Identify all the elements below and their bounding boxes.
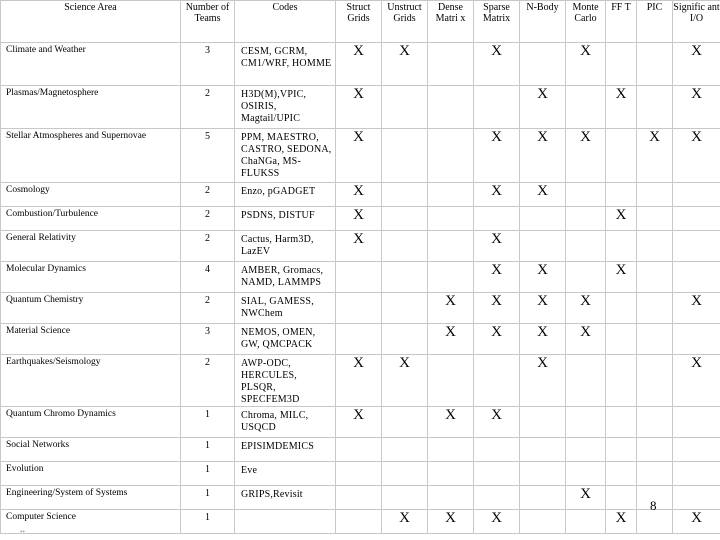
mark-cell xyxy=(637,183,673,207)
science-area-cell: Quantum Chromo Dynamics xyxy=(1,407,181,438)
mark-cell xyxy=(673,231,720,262)
mark-cell xyxy=(336,293,382,324)
mark-cell xyxy=(428,183,474,207)
science-area-cell: Evolution xyxy=(1,462,181,486)
mark-cell xyxy=(637,293,673,324)
table-row xyxy=(1,262,720,293)
mark-cell xyxy=(520,510,566,534)
mark-cell: X xyxy=(474,43,520,86)
mark-cell: X xyxy=(336,43,382,86)
science-area-cell: Cosmology xyxy=(1,183,181,207)
codes-cell: AWP-ODC, HERCULES, PLSQR, SPECFEM3D xyxy=(235,355,336,407)
mark-cell: X xyxy=(637,129,673,183)
science-area-cell: Combustion/Turbulence xyxy=(1,207,181,231)
mark-cell xyxy=(382,183,428,207)
mark-cell xyxy=(637,86,673,129)
mark-cell xyxy=(520,438,566,462)
mark-cell xyxy=(382,231,428,262)
mark-cell xyxy=(673,462,720,486)
science-area-cell: Climate and Weather xyxy=(1,43,181,86)
mark-cell xyxy=(336,438,382,462)
table-row xyxy=(1,407,720,438)
mark-cell: X xyxy=(566,43,606,86)
science-area-cell: Plasmas/Magnetosphere xyxy=(1,86,181,129)
mark-cell: X xyxy=(336,231,382,262)
table-row xyxy=(1,231,720,262)
mark-cell xyxy=(606,438,637,462)
table-row xyxy=(1,438,720,462)
mark-cell: X xyxy=(520,262,566,293)
mark-cell xyxy=(336,262,382,293)
mark-cell xyxy=(428,438,474,462)
mark-cell xyxy=(382,262,428,293)
mark-cell xyxy=(566,438,606,462)
team-count-cell: 5 xyxy=(181,129,235,183)
mark-cell: X xyxy=(673,86,720,129)
mark-cell xyxy=(382,129,428,183)
mark-cell xyxy=(382,293,428,324)
codes-cell: SIAL, GAMESS, NWChem xyxy=(235,293,336,324)
mark-cell xyxy=(673,183,720,207)
mark-cell: X xyxy=(520,86,566,129)
mark-cell xyxy=(606,183,637,207)
mark-cell xyxy=(382,486,428,510)
mark-cell xyxy=(637,438,673,462)
team-count-cell: 2 xyxy=(181,207,235,231)
mark-cell: X xyxy=(673,129,720,183)
mark-cell xyxy=(606,462,637,486)
mark-cell: X xyxy=(336,407,382,438)
column-header: FF T xyxy=(606,1,637,43)
codes-cell: EPISIMDEMICS xyxy=(235,438,336,462)
column-header: Number of Teams xyxy=(181,1,235,43)
mark-cell xyxy=(606,293,637,324)
column-header: Monte Carlo xyxy=(566,1,606,43)
mark-cell: X xyxy=(566,129,606,183)
mark-cell xyxy=(382,86,428,129)
mark-cell xyxy=(673,262,720,293)
mark-cell xyxy=(428,207,474,231)
team-count-cell: 2 xyxy=(181,355,235,407)
team-count-cell: 3 xyxy=(181,43,235,86)
mark-cell xyxy=(428,486,474,510)
mark-cell xyxy=(520,43,566,86)
header-row xyxy=(1,1,720,43)
mark-cell xyxy=(428,462,474,486)
mark-cell xyxy=(382,438,428,462)
codes-cell: PSDNS, DISTUF xyxy=(235,207,336,231)
mark-cell xyxy=(382,462,428,486)
mark-cell xyxy=(336,324,382,355)
mark-cell: X xyxy=(474,262,520,293)
mark-cell xyxy=(520,486,566,510)
page-number: 8 xyxy=(650,498,657,513)
mark-cell xyxy=(474,486,520,510)
table-row xyxy=(1,324,720,355)
mark-cell xyxy=(566,86,606,129)
science-area-cell: Quantum Chemistry xyxy=(1,293,181,324)
mark-cell: X xyxy=(474,324,520,355)
mark-cell xyxy=(520,207,566,231)
mark-cell xyxy=(566,407,606,438)
mark-cell xyxy=(336,462,382,486)
mark-cell xyxy=(566,462,606,486)
team-count-cell: 2 xyxy=(181,231,235,262)
mark-cell: X xyxy=(520,129,566,183)
mark-cell xyxy=(606,324,637,355)
mark-cell xyxy=(637,262,673,293)
science-area-cell: Earthquakes/Seismology xyxy=(1,355,181,407)
mark-cell xyxy=(520,462,566,486)
codes-cell: NEMOS, OMEN, GW, QMCPACK xyxy=(235,324,336,355)
mark-cell xyxy=(566,262,606,293)
mark-cell xyxy=(673,207,720,231)
team-count-cell: 2 xyxy=(181,183,235,207)
mark-cell: X xyxy=(336,129,382,183)
footer-mark: •• xyxy=(20,528,25,536)
science-area-cell: Social Networks xyxy=(1,438,181,462)
mark-cell: X xyxy=(606,207,637,231)
mark-cell: X xyxy=(336,86,382,129)
mark-cell xyxy=(428,355,474,407)
mark-cell xyxy=(637,43,673,86)
mark-cell xyxy=(566,207,606,231)
column-header: Science Area xyxy=(1,1,181,43)
mark-cell xyxy=(673,324,720,355)
table-row xyxy=(1,43,720,86)
column-header: N-Body xyxy=(520,1,566,43)
team-count-cell: 2 xyxy=(181,86,235,129)
mark-cell xyxy=(428,43,474,86)
team-count-cell: 1 xyxy=(181,510,235,534)
mark-cell xyxy=(673,407,720,438)
mark-cell xyxy=(566,231,606,262)
table-body xyxy=(1,43,720,534)
mark-cell xyxy=(474,462,520,486)
mark-cell xyxy=(382,207,428,231)
team-count-cell: 2 xyxy=(181,293,235,324)
codes-cell: GRIPS,Revisit xyxy=(235,486,336,510)
team-count-cell: 1 xyxy=(181,486,235,510)
science-area-cell: Material Science xyxy=(1,324,181,355)
mark-cell: X xyxy=(474,407,520,438)
mark-cell xyxy=(520,231,566,262)
mark-cell xyxy=(606,355,637,407)
mark-cell xyxy=(428,129,474,183)
table-row xyxy=(1,510,720,534)
column-header: Struct Grids xyxy=(336,1,382,43)
team-count-cell: 1 xyxy=(181,438,235,462)
mark-cell xyxy=(474,438,520,462)
team-count-cell: 1 xyxy=(181,462,235,486)
column-header: Codes xyxy=(235,1,336,43)
mark-cell: X xyxy=(382,43,428,86)
codes-cell xyxy=(235,510,336,534)
codes-cell: Enzo, pGADGET xyxy=(235,183,336,207)
column-header: PIC xyxy=(637,1,673,43)
mark-cell: X xyxy=(606,86,637,129)
mark-cell: X xyxy=(520,183,566,207)
mark-cell xyxy=(606,129,637,183)
mark-cell xyxy=(336,510,382,534)
mark-cell: X xyxy=(520,355,566,407)
codes-cell: CESM, GCRM, CM1/WRF, HOMME xyxy=(235,43,336,86)
codes-cell: PPM, MAESTRO, CASTRO, SEDONA, ChaNGa, MS-FLUKSS xyxy=(235,129,336,183)
table-row xyxy=(1,86,720,129)
table-row xyxy=(1,183,720,207)
mark-cell: X xyxy=(520,324,566,355)
mark-cell xyxy=(606,486,637,510)
mark-cell: X xyxy=(336,183,382,207)
codes-cell: AMBER, Gromacs, NAMD, LAMMPS xyxy=(235,262,336,293)
mark-cell: X xyxy=(566,324,606,355)
table-row xyxy=(1,293,720,324)
mark-cell: X xyxy=(474,231,520,262)
mark-cell xyxy=(637,462,673,486)
mark-cell: X xyxy=(520,293,566,324)
mark-cell xyxy=(428,231,474,262)
mark-cell: X xyxy=(382,510,428,534)
team-count-cell: 3 xyxy=(181,324,235,355)
mark-cell: X xyxy=(566,486,606,510)
codes-cell: Eve xyxy=(235,462,336,486)
codes-cell: Chroma, MILC, USQCD xyxy=(235,407,336,438)
mark-cell xyxy=(637,355,673,407)
mark-cell: X xyxy=(428,510,474,534)
table-row xyxy=(1,207,720,231)
science-area-cell: General Relativity xyxy=(1,231,181,262)
mark-cell xyxy=(336,486,382,510)
mark-cell: X xyxy=(673,293,720,324)
mark-cell: X xyxy=(336,355,382,407)
mark-cell xyxy=(382,324,428,355)
mark-cell: X xyxy=(474,510,520,534)
science-area-cell: Stellar Atmospheres and Supernovae xyxy=(1,129,181,183)
mark-cell: X xyxy=(382,355,428,407)
column-header: Sparse Matrix xyxy=(474,1,520,43)
mark-cell xyxy=(474,207,520,231)
mark-cell xyxy=(474,355,520,407)
mark-cell: X xyxy=(673,510,720,534)
mark-cell: X xyxy=(673,43,720,86)
mark-cell: X xyxy=(428,407,474,438)
mark-cell: X xyxy=(673,355,720,407)
mark-cell xyxy=(428,86,474,129)
mark-cell xyxy=(673,486,720,510)
table-row xyxy=(1,129,720,183)
mark-cell xyxy=(606,231,637,262)
mark-cell xyxy=(382,407,428,438)
mark-cell: X xyxy=(336,207,382,231)
table-row xyxy=(1,486,720,510)
mark-cell xyxy=(637,231,673,262)
mark-cell xyxy=(474,86,520,129)
science-area-cell: Molecular Dynamics xyxy=(1,262,181,293)
mark-cell xyxy=(637,407,673,438)
mark-cell: X xyxy=(566,293,606,324)
team-count-cell: 4 xyxy=(181,262,235,293)
mark-cell: X xyxy=(428,293,474,324)
team-count-cell: 1 xyxy=(181,407,235,438)
mark-cell: X xyxy=(474,293,520,324)
table-row xyxy=(1,355,720,407)
mark-cell xyxy=(606,43,637,86)
mark-cell: X xyxy=(474,183,520,207)
mark-cell: X xyxy=(428,324,474,355)
mark-cell xyxy=(566,355,606,407)
mark-cell: X xyxy=(606,262,637,293)
mark-cell xyxy=(566,510,606,534)
column-header: Signific ant I/O xyxy=(673,1,720,43)
column-header: Unstruct Grids xyxy=(382,1,428,43)
mark-cell: X xyxy=(606,510,637,534)
science-area-cell: Engineering/System of Systems xyxy=(1,486,181,510)
column-header: Dense Matri x xyxy=(428,1,474,43)
mark-cell xyxy=(637,207,673,231)
mark-cell xyxy=(428,262,474,293)
table-row xyxy=(1,462,720,486)
codes-cell: H3D(M),VPIC, OSIRIS, Magtail/UPIC xyxy=(235,86,336,129)
codes-cell: Cactus, Harm3D, LazEV xyxy=(235,231,336,262)
science-area-cell: Computer Science xyxy=(1,510,181,534)
mark-cell: X xyxy=(474,129,520,183)
mark-cell xyxy=(606,407,637,438)
mark-cell xyxy=(520,407,566,438)
mark-cell xyxy=(566,183,606,207)
mark-cell xyxy=(637,324,673,355)
mark-cell xyxy=(673,438,720,462)
